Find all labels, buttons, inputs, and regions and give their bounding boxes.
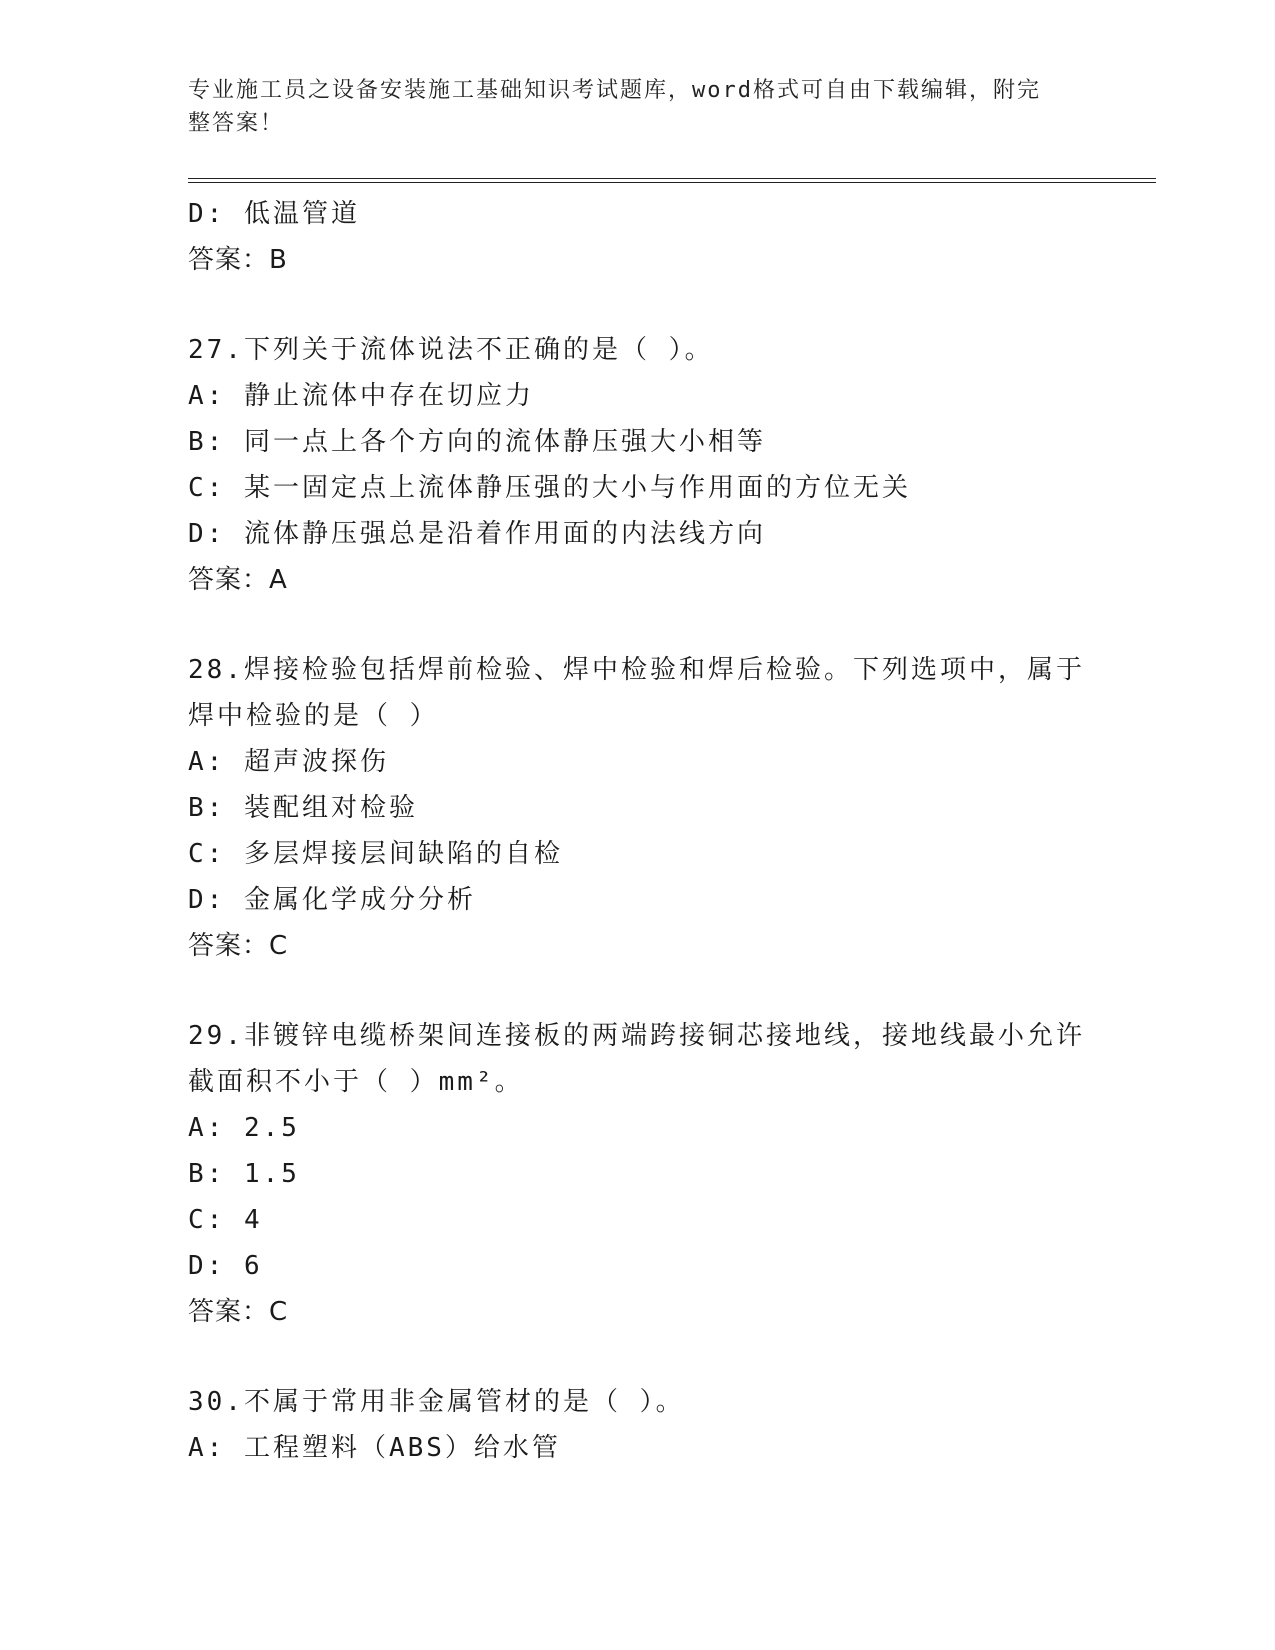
option-d: D: 流体静压强总是沿着作用面的内法线方向 — [188, 519, 766, 549]
option-b: B: 1.5 — [188, 1159, 300, 1189]
answer-line: 答案：A — [188, 565, 288, 595]
option-a: A: 超声波探伤 — [188, 747, 389, 777]
option-a: A: 工程塑料（ABS）给水管 — [188, 1433, 561, 1463]
answer-line: 答案：B — [188, 245, 288, 275]
question-stem-cont: 截面积不小于（ ）mm²。 — [188, 1067, 524, 1097]
question-stem: 28.焊接检验包括焊前检验、焊中检验和焊后检验。下列选项中，属于 — [188, 655, 1085, 685]
option-d: D: 金属化学成分分析 — [188, 885, 476, 915]
question-28 — [188, 647, 1156, 969]
option-c: C: 某一固定点上流体静压强的大小与作用面的方位无关 — [188, 473, 911, 503]
answer-line: 答案：C — [188, 1297, 289, 1327]
option-c: C: 4 — [188, 1205, 263, 1235]
answer-line: 答案：C — [188, 931, 289, 961]
option-a: A: 2.5 — [188, 1113, 300, 1143]
option-b: B: 同一点上各个方向的流体静压强大小相等 — [188, 427, 766, 457]
previous-question-tail — [188, 191, 1156, 283]
header-line-2: 整答案！ — [188, 111, 285, 136]
question-29 — [188, 1013, 1156, 1335]
option-c: C: 多层焊接层间缺陷的自检 — [188, 839, 563, 869]
option-a: A: 静止流体中存在切应力 — [188, 381, 534, 411]
question-stem: 29.非镀锌电缆桥架间连接板的两端跨接铜芯接地线，接地线最小允许 — [188, 1021, 1085, 1051]
question-stem-cont: 焊中检验的是（ ） — [188, 701, 439, 731]
document-header — [188, 74, 1088, 140]
option-b: B: 装配组对检验 — [188, 793, 418, 823]
option-d: D: 6 — [188, 1251, 263, 1281]
header-divider — [188, 178, 1156, 183]
question-30 — [188, 1379, 1156, 1471]
question-content — [188, 191, 1156, 1471]
option-d: D: 低温管道 — [188, 199, 360, 229]
question-stem: 27.下列关于流体说法不正确的是（ ）。 — [188, 335, 714, 365]
header-line-1: 专业施工员之设备安装施工基础知识考试题库，word格式可自由下载编辑，附完 — [188, 78, 1041, 103]
question-stem: 30.不属于常用非金属管材的是（ ）。 — [188, 1387, 685, 1417]
question-27 — [188, 327, 1156, 603]
